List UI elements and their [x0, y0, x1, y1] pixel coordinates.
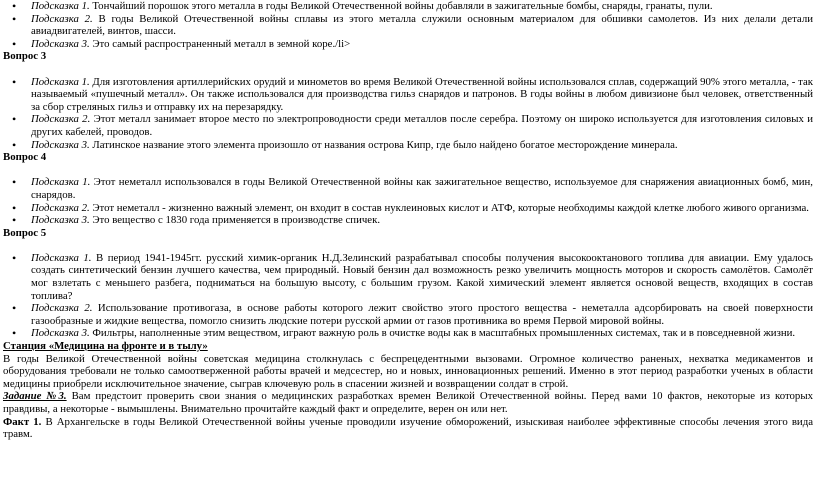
hint-text: Это вещество с 1830 года применяется в производстве спичек. — [89, 214, 381, 227]
intro-paragraph: В годы Великой Отечественной войны советская медицина столкнулась с беспрецедентными вызовами. Огромное количество раненых, нехватка медикаментов и оборудования требовали не только самоотверженной работы врачей и медсестер, но и новых, инновационных решений. Именно в этот период разработки ученых в области медицины приобрели исключительное значение, сыграв ключевую роль в спасении жизней и возвращении солдат в строй. — [3, 352, 813, 390]
hint-text: Латинское название этого элемента произошло от названия острова Кипр, где было найдено богатое месторождение минерала. — [89, 138, 678, 151]
hint-text: Это самый распространенный металл в земной коре./li> — [89, 37, 351, 50]
q2-hint-list — [3, 0, 813, 50]
fact-text: В Архангельске в годы Великой Отечественной войны ученые проводили изучение обморожений, изыскивая наиболее эффективные способы лечения этого вида травм. — [3, 415, 813, 441]
q2-hint-2 — [31, 13, 813, 38]
q3-hint-2 — [31, 113, 813, 138]
hint-text: Этот неметалл использовался в годы Великой Отечественной войны как зажигательное вещество, используемое для снаряжения авиационных бомб, мин, снарядов. — [31, 176, 813, 201]
fact-1-paragraph — [3, 416, 813, 441]
task-paragraph — [3, 390, 813, 415]
hint-text: Этот неметалл - жизненно важный элемент, он входит в состав нуклеиновых кислот и АТФ, которые необходимы каждой клетке любого живого организма. — [89, 201, 809, 214]
hint-label: Подсказка 3. — [31, 214, 90, 227]
station-heading: Станция «Медицина на фронте и в тылу» — [3, 340, 208, 353]
hint-text: Этот металл занимает второе место по электропроводности среди металлов после серебра. Поэтому он широко используется для изготовления силовых и других кабелей, проводов. — [31, 113, 813, 138]
hint-label: Подсказка 2. — [31, 201, 90, 214]
hint-label: Подсказка 1. — [31, 75, 90, 88]
q5-hint-2 — [31, 302, 813, 327]
task-text: Вам предстоит проверить свои знания о медицинских разработках времен Великой Отечественной войны. Перед вами 10 фактов, некоторые из которых правдивы, а некоторые - вымышлены. Внимательно прочитайте каждый факт и определите, верен он или нет. — [3, 390, 813, 415]
q5-hint-list — [3, 252, 813, 340]
hint-text: Для изготовления артиллерийских орудий и минометов во время Великой Отечественной войны использовался сплав, содержащий 90% этого металла, - так называемый «пушечный металл». Он также использовался для производства гильз снарядов и патронов. В годы войны в любом дивизионе был человек, ответственный за сбор стреляных гильз и отправку их на перезарядку. — [31, 75, 813, 113]
spacer — [3, 164, 813, 177]
q4-hint-list — [3, 176, 813, 226]
hint-label: Подсказка 2. — [31, 113, 91, 126]
q3-hint-3 — [31, 139, 813, 152]
hint-label: Подсказка 3. — [31, 37, 90, 50]
hint-label: Подсказка 1. — [31, 0, 90, 12]
spacer — [3, 63, 813, 76]
hint-text: В период 1941-1945гг. русский химик-органик Н.Д.Зелинский разрабатывал способы получения высокооктанового топлива для авиации. Ему удалось создать синтетический бензин лучшего качества, чем природный. Новый бензин дал возможность резко увеличить мощность моторов и скорость самолётов. Самолёт мог взлетать с меньшего разбега, подниматься на большую высоту, с большим грузом. Какой химический элемент является основой веществ, входящих в состав топлива? — [31, 251, 813, 302]
question-4-heading: Вопрос 4 — [3, 151, 47, 164]
q4-hint-2 — [31, 202, 813, 215]
task-label: Задание №3. — [3, 390, 67, 403]
q3-hint-list — [3, 76, 813, 152]
fact-label: Факт 1. — [3, 415, 42, 428]
q3-hint-1 — [31, 76, 813, 114]
q4-hint-3 — [31, 214, 813, 227]
q2-hint-1 — [31, 0, 813, 13]
hint-label: Подсказка 3. — [31, 327, 90, 340]
hint-label: Подсказка 3. — [31, 138, 90, 151]
q5-hint-3 — [31, 327, 813, 340]
question-3-heading: Вопрос 3 — [3, 50, 47, 63]
spacer — [3, 239, 813, 252]
hint-text: Фильтры, наполненные этим веществом, играют важную роль в очистке воды как в масштабных промышленных системах, так и в повседневной жизни. — [89, 327, 796, 340]
q5-hint-1 — [31, 252, 813, 302]
hint-text: Тончайший порошок этого металла в годы Великой Отечественной войны добавляли в зажигательные бомбы, снаряды, гранаты, пули. — [89, 0, 713, 12]
question-5-heading: Вопрос 5 — [3, 226, 47, 239]
q4-hint-1 — [31, 176, 813, 201]
hint-text: В годы Великой Отечественной войны сплавы из этого металла служили основным материалом для обшивки самолетов. Из них делали детали авиадвигателей, винтов, шасси. — [31, 12, 813, 38]
hint-label: Подсказка 1. — [31, 176, 91, 189]
hint-label: Подсказка 2. — [31, 12, 93, 25]
hint-label: Подсказка 1. — [31, 251, 92, 264]
hint-text: Использование противогаза, в основе работы которого лежит свойство этого простого вещества - неметалла адсорбировать на своей поверхности газообразные и жидкие вещества, помогло снизить людские потери русской армии от газов противника во время Первой мировой войны. — [31, 302, 813, 327]
q2-hint-3 — [31, 38, 813, 51]
hint-label: Подсказка 2. — [31, 302, 93, 315]
